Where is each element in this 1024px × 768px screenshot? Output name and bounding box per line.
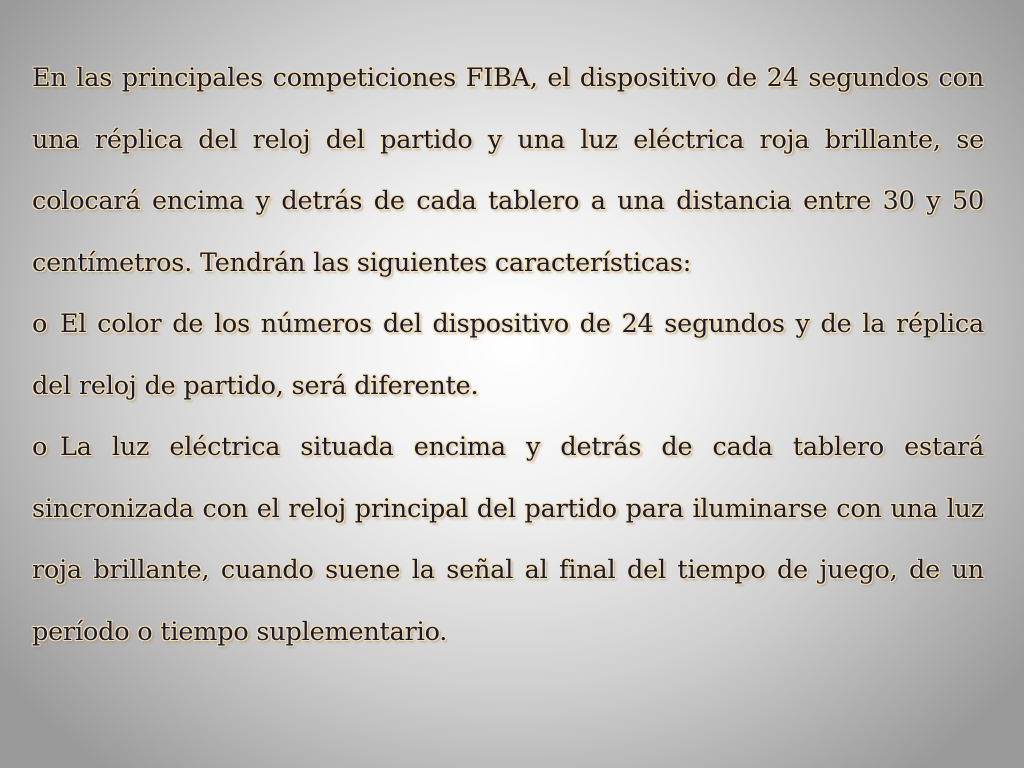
- bullet-item-numbers-color: [32, 294, 984, 417]
- bullet-marker: o: [32, 432, 48, 462]
- slide-text-body: [32, 48, 984, 663]
- intro-paragraph: En las principales competiciones FIBA, el dispositivo de 24 segundos con una réplica del reloj del partido y una luz eléctrica roja brillante, se colocará encima y detrás de cada tablero a una distancia entre 30 y 50 centímetros. Tendrán las siguientes características:: [32, 63, 984, 278]
- bullet-text: La luz eléctrica situada encima y detrás de cada tablero estará sincronizada con el reloj principal del partido para iluminarse con una luz roja brillante, cuando suene la señal al final del tiempo de juego, de un período o tiempo suplementario.: [32, 432, 984, 647]
- bullet-item-red-light: [32, 417, 984, 663]
- bullet-text: El color de los números del dispositivo de 24 segundos y de la réplica del reloj de partido, será diferente.: [32, 309, 984, 401]
- bullet-marker: o: [32, 309, 48, 339]
